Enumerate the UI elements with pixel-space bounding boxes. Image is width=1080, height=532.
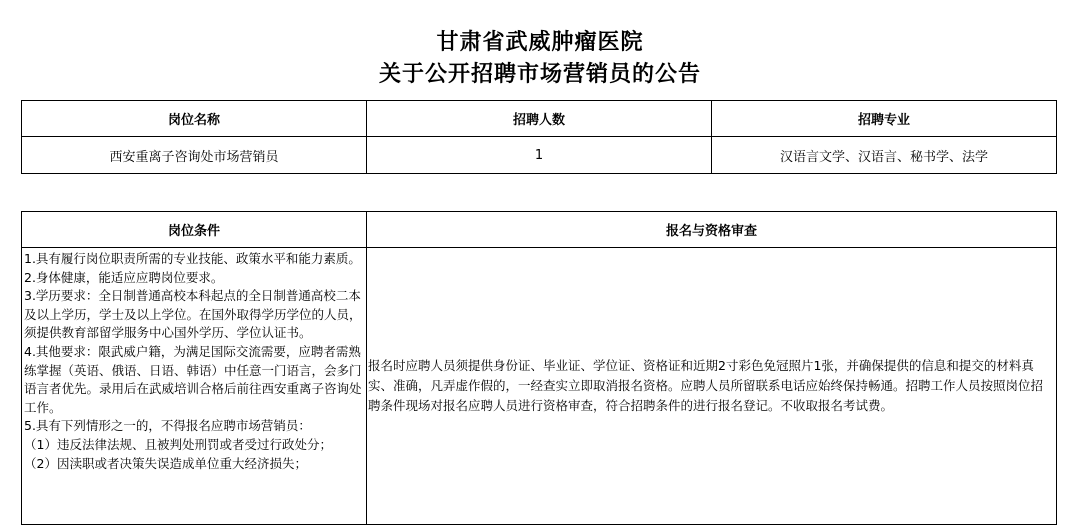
header-position-name: 岗位名称	[22, 101, 367, 137]
header-headcount: 招聘人数	[367, 101, 712, 137]
cell-major: 汉语言文学、汉语言、秘书学、法学	[712, 137, 1057, 174]
positions-header-row	[22, 101, 1057, 137]
condition-item: 5.具有下列情形之一的，不得报名应聘市场营销员：	[24, 418, 311, 434]
document-title-line1: 甘肃省武威肿瘤医院	[436, 30, 644, 55]
requirements-table	[21, 211, 1057, 525]
condition-item: 2.身体健康，能适应应聘岗位要求。	[24, 269, 224, 285]
condition-item: 1.具有履行岗位职责所需的专业技能、政策水平和能力素质。	[24, 251, 361, 266]
condition-item: 3.学历要求：全日制普通高校本科起点的全日制普通高校二本及以上学历，学士及以上学位。在国外取得学历学位的人员，须提供教育部留学服务中心国外学历、学位认证书。	[24, 288, 362, 341]
condition-subitem: （2）因渎职或者决策失误造成单位重大经济损失；	[24, 455, 307, 471]
requirements-header-row	[22, 212, 1057, 248]
document-title-line2: 关于公开招聘市场营销员的公告	[378, 62, 701, 87]
header-conditions: 岗位条件	[22, 212, 367, 248]
table-row	[22, 248, 1057, 525]
condition-subitem: （1）违反法律法规、且被判处刑罚或者受过行政处分；	[24, 436, 332, 452]
table-row	[22, 137, 1057, 174]
registration-cell: 报名时应聘人员须提供身份证、毕业证、学位证、资格证和近期2寸彩色免冠照片1张，并确保提供的信息和提交的材料真实、准确，凡弄虚作假的，一经查实立即取消报名资格。应聘人员所留联系电话应始终保持畅通。招聘工作人员按照岗位招聘条件现场对报名应聘人员进行资格审查，符合招聘条件的进行报名登记。不收取报名考试费。	[367, 248, 1057, 525]
header-major: 招聘专业	[712, 101, 1057, 137]
conditions-cell	[22, 248, 367, 525]
condition-item: 4.其他要求：限武威户籍，为满足国际交流需要，应聘者需熟练掌握（英语、俄语、日语、韩语）中任意一门语言，会多门语言者优先。录用后在武威培训合格后前往西安重离子咨询处工作。	[24, 343, 362, 415]
cell-headcount: 1	[367, 137, 712, 174]
positions-table	[21, 100, 1057, 174]
header-registration: 报名与资格审查	[367, 212, 1057, 248]
cell-position-name: 西安重离子咨询处市场营销员	[22, 137, 367, 174]
